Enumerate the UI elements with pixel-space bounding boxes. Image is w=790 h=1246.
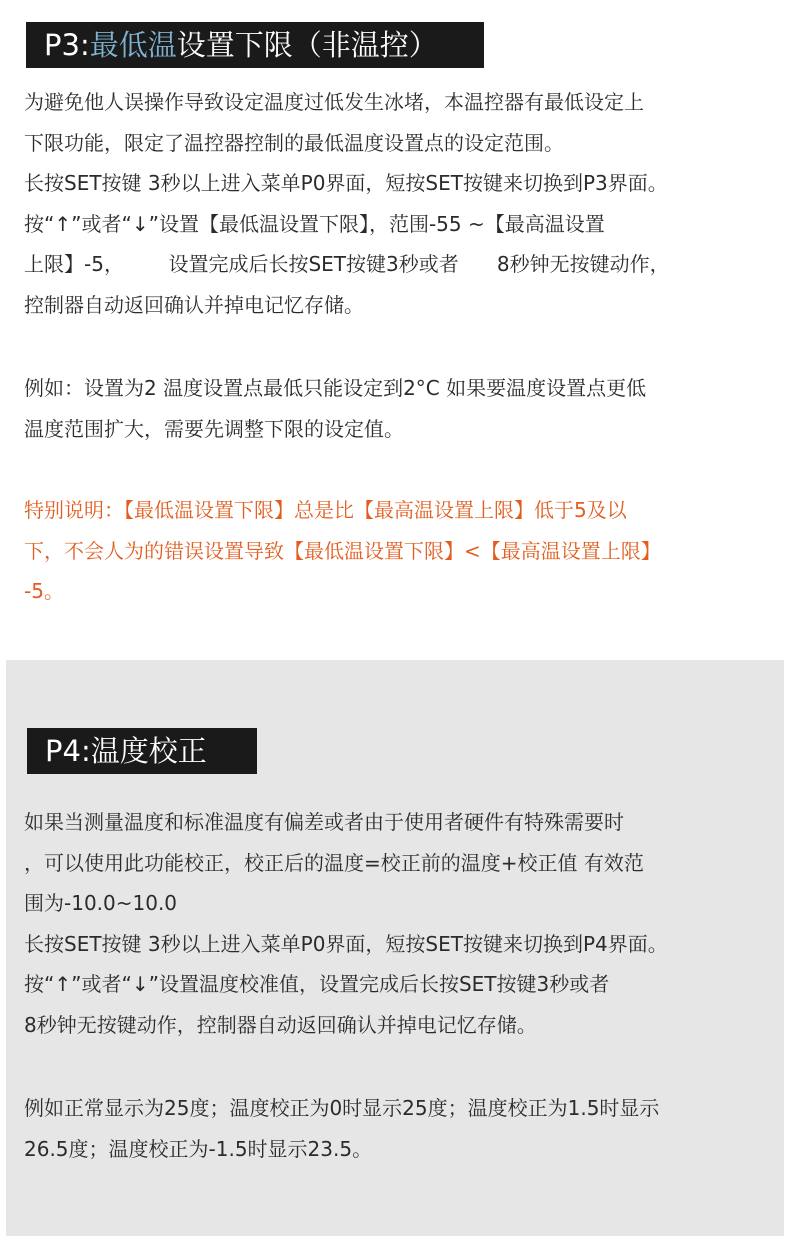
p3-title-rest: 设置下限（非温控） — [176, 28, 438, 62]
p4-paragraph-1 — [24, 802, 782, 1045]
p3-line: 长按SET按键 3秒以上进入菜单P0界面，短按SET按键来切换到P3界面。 — [24, 171, 668, 195]
p4-title: P4:温度校正 — [27, 728, 257, 774]
p3-example — [24, 368, 784, 449]
p3-line: 按“↑”或者“↓”设置【最低温设置下限】，范围-55 ~【最高温设置 — [24, 211, 605, 236]
p3-note-line: 下，不会人为的错误设置导致【最低温设置下限】<【最高温设置上限】 — [24, 538, 661, 563]
p4-line: 按“↑”或者“↓”设置温度校准值，设置完成后长按SET按键3秒或者 — [24, 972, 610, 996]
p3-line: 控制器自动返回确认并掉电记忆存储。 — [24, 292, 364, 317]
p4-example-line: 例如正常显示为25度；温度校正为0时显示25度；温度校正为1.5时显示 — [24, 1096, 660, 1120]
p4-line: ，可以使用此功能校正，校正后的温度=校正前的温度+校正值 有效范 — [24, 850, 644, 875]
p3-line: 上限】-5， 设置完成后长按SET按键3秒或者 8秒钟无按键动作， — [24, 252, 670, 276]
p3-title-prefix: P3: — [44, 28, 90, 62]
p3-line: 下限功能，限定了温控器控制的最低温度设置点的设定范围。 — [24, 130, 564, 155]
p3-note-line: -5。 — [24, 579, 64, 603]
p3-example-line: 温度范围扩大，需要先调整下限的设定值。 — [24, 416, 404, 441]
p4-line: 长按SET按键 3秒以上进入菜单P0界面，短按SET按键来切换到P4界面。 — [24, 931, 668, 956]
p4-line: 围为-10.0~10.0 — [24, 891, 178, 915]
p3-example-line: 例如：设置为2 温度设置点最低只能设定到2°C 如果要温度设置点更低 — [24, 376, 647, 400]
p4-line: 如果当测量温度和标准温度有偏差或者由于使用者硬件有特殊需要时 — [24, 810, 624, 834]
section-p4 — [6, 660, 784, 1236]
p3-title — [26, 22, 484, 68]
p3-line: 为避免他人误操作导致设定温度过低发生冰堵，本温控器有最低设定上 — [24, 90, 644, 114]
p4-line: 8秒钟无按键动作，控制器自动返回确认并掉电记忆存储。 — [24, 1012, 537, 1037]
p3-special-note — [24, 490, 784, 612]
p4-example-line: 26.5度；温度校正为-1.5时显示23.5。 — [24, 1136, 373, 1161]
p3-title-highlight: 最低温 — [89, 28, 177, 62]
p3-paragraph-1 — [24, 82, 784, 325]
p4-example — [24, 1088, 782, 1169]
p3-note-line: 特别说明：【最低温设置下限】总是比【最高温设置上限】低于5及以 — [24, 498, 627, 522]
